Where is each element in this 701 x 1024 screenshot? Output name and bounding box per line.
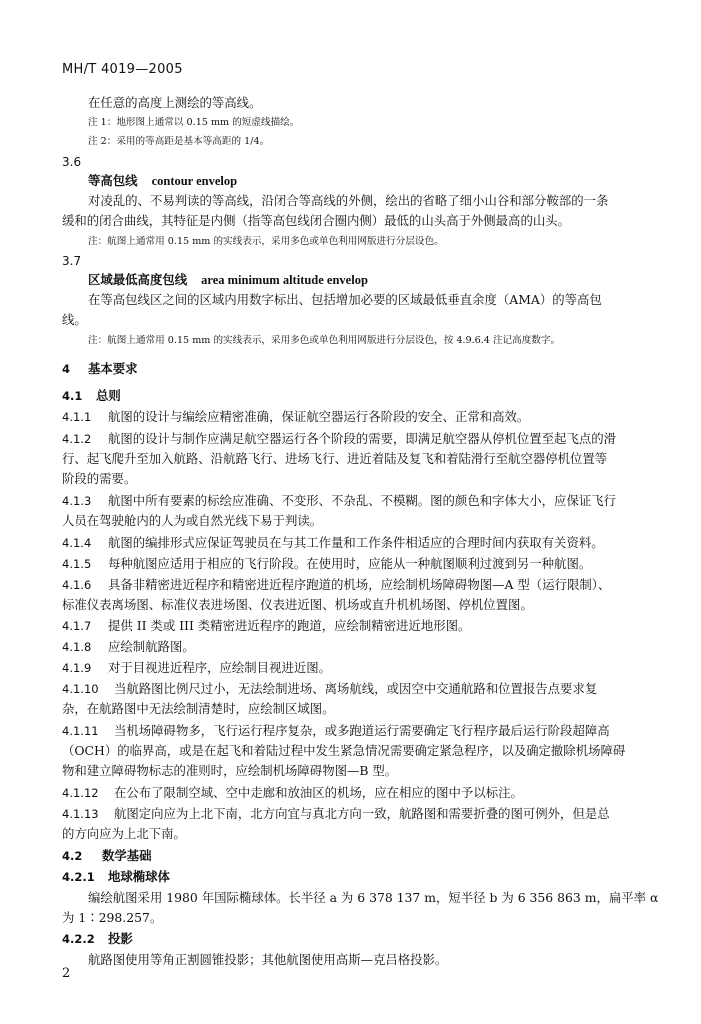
heading-number: 4	[62, 362, 71, 376]
clause-4-1-7	[62, 618, 470, 634]
heading-number: 4.1	[62, 389, 83, 403]
clause-number: 4.1.13	[62, 807, 99, 821]
clause-4-1-6-line2: 标准仪表离场图、标准仪表进场图、仪表进近图、机场或直升机机场图、停机位置图。	[62, 597, 533, 612]
note-1: 注 1：地形图上通常以 0.15 mm 的短虚线描绘。	[88, 117, 300, 128]
clause-4-1-13-line2: 的方向应为上北下南。	[62, 826, 186, 841]
clause-4-1-10	[62, 681, 597, 697]
heading-title: 总则	[96, 388, 121, 403]
chapter-4-heading	[62, 361, 138, 377]
note-2: 注 2：采用的等高距是基本等高距的 1/4。	[88, 136, 270, 147]
clause-number: 4.1.7	[62, 619, 92, 633]
term-chinese: 区域最低高度包线	[88, 272, 188, 287]
clause-text: 具备非精密进近程序和精密进近程序跑道的机场，应绘制机场障碍物图—A 型（运行限制）、	[108, 577, 611, 592]
section-3-7-paragraph: 在等高包线区之间的区域内用数字标出、包括增加必要的区域最低垂直余度（AMA）的等高包	[88, 292, 602, 307]
clause-4-1-2	[62, 431, 616, 447]
definition-continuation: 在任意的高度上测绘的等高线。	[88, 95, 262, 110]
clause-number: 4.1.8	[62, 640, 92, 654]
heading-number: 4.2.1	[62, 870, 95, 884]
section-4-2-1-heading	[62, 869, 170, 885]
clause-4-1-5	[62, 556, 591, 572]
section-4-2-1-paragraph: 为 1∶298.257。	[62, 910, 163, 925]
clause-number: 4.1.9	[62, 661, 92, 675]
section-3-7-number: 3.7	[62, 254, 82, 268]
clause-number: 4.1.2	[62, 432, 92, 446]
page-number: 2	[62, 966, 71, 981]
section-3-6-paragraph: 对凌乱的、不易判读的等高线，沿闭合等高线的外侧，绘出的省略了细小山谷和部分鞍部的一条	[88, 193, 609, 208]
clause-text: 提供 II 类或 III 类精密进近程序的跑道，应绘制精密进近地形图。	[108, 618, 471, 633]
clause-4-1-8	[62, 639, 195, 655]
clause-text: 应绘制航路图。	[108, 639, 195, 654]
clause-number: 4.1.1	[62, 410, 92, 424]
clause-text: 每种航图应适用于相应的飞行阶段。在使用时，应能从一种航图顺利过渡到另一种航图。	[108, 556, 592, 571]
clause-4-1-1	[62, 409, 529, 425]
section-3-6-paragraph: 缓和的闭合曲线，其特征是内侧（指等高包线闭合圈内侧）最低的山头高于外侧最高的山头。	[62, 213, 571, 228]
standard-code-header: MH/T 4019—2005	[62, 62, 183, 77]
section-4-2-2-heading	[62, 931, 133, 947]
section-4-2-heading	[62, 848, 152, 864]
clause-number: 4.1.10	[62, 682, 99, 696]
section-3-6-number: 3.6	[62, 155, 82, 169]
section-4-2-1-paragraph: 编绘航图采用 1980 年国际椭球体。长半径 a 为 6 378 137 m，短半径 b 为 6 356 863 m，扁平率 α	[88, 890, 659, 905]
clause-4-1-3	[62, 493, 616, 509]
section-3-7-note: 注：航图上通常用 0.15 mm 的实线表示，采用多色或单色利用网版进行分层设色，按 4.9.6.4 注记高度数字。	[88, 335, 561, 346]
section-3-7-term	[88, 272, 368, 288]
section-3-6-note: 注：航图上通常用 0.15 mm 的实线表示，采用多色或单色利用网版进行分层设色。	[88, 236, 444, 247]
section-3-6-term	[88, 173, 237, 189]
section-4-2-2-paragraph: 航路图使用等角正割圆锥投影；其他航图使用高斯—克吕格投影。	[88, 952, 448, 967]
clause-4-1-11-line3: 物和建立障碍物标志的准则时，应绘制机场障碍物图—B 型。	[62, 763, 398, 778]
heading-title: 地球椭球体	[108, 869, 170, 884]
heading-title: 基本要求	[88, 361, 138, 376]
heading-title: 数学基础	[102, 848, 152, 863]
clause-text: 当航路图比例尺过小，无法绘制进场、离场航线，或因空中交通航路和位置报告点要求复	[114, 681, 598, 696]
clause-text: 航图的编排形式应保证驾驶员在与其工作量和工作条件相适应的合理时间内获取有关资料。	[108, 535, 604, 550]
heading-number: 4.2	[62, 849, 83, 863]
clause-4-1-4	[62, 535, 604, 551]
header-rule	[62, 84, 650, 85]
clause-4-1-10-line2: 杂，在航路图中无法绘制清楚时，应绘制区域图。	[62, 701, 335, 716]
clause-number: 4.1.3	[62, 494, 92, 508]
clause-4-1-3-line2: 人员在驾驶舱内的人为或自然光线下易于判读。	[62, 513, 323, 528]
term-chinese: 等高包线	[88, 173, 138, 188]
clause-text: 在公布了限制空域、空中走廊和放油区的机场，应在相应的图中予以标注。	[114, 785, 523, 800]
clause-4-1-6	[62, 577, 610, 593]
clause-number: 4.1.5	[62, 557, 92, 571]
term-english: area minimum altitude envelop	[201, 273, 368, 287]
heading-number: 4.2.2	[62, 932, 95, 946]
clause-4-1-11	[62, 723, 610, 739]
clause-4-1-11-line2: （OCH）的临界高，或是在起飞和着陆过程中发生紧急情况需要确定紧急程序，以及确定撤除机场障碍	[62, 743, 626, 758]
clause-text: 航图的设计与编绘应精密准确，保证航空器运行各阶段的安全、正常和高效。	[108, 409, 530, 424]
clause-number: 4.1.6	[62, 578, 92, 592]
section-4-1-heading	[62, 388, 121, 404]
clause-4-1-2-line3: 阶段的需要。	[62, 471, 137, 486]
clause-4-1-12	[62, 785, 523, 801]
clause-text: 对于目视进近程序，应绘制目视进近图。	[108, 660, 332, 675]
clause-4-1-2-line2: 行、起飞爬升至加入航路、沿航路飞行、进场飞行、进近着陆及复飞和着陆滑行至航空器停机位置等	[62, 451, 608, 466]
clause-number: 4.1.11	[62, 724, 99, 738]
clause-4-1-13	[62, 806, 610, 822]
clause-text: 当机场障碍物多，飞行运行程序复杂，或多跑道运行需要确定飞行程序最后运行阶段超障高	[114, 723, 610, 738]
clause-number: 4.1.12	[62, 786, 99, 800]
heading-title: 投影	[108, 931, 133, 946]
clause-text: 航图的设计与制作应满足航空器运行各个阶段的需要，即满足航空器从停机位置至起飞点的滑	[108, 431, 617, 446]
clause-number: 4.1.4	[62, 536, 92, 550]
clause-text: 航图定向应为上北下南，北方向宜与真北方向一致，航路图和需要折叠的图可例外，但是总	[114, 806, 610, 821]
term-english: contour envelop	[151, 174, 238, 188]
section-3-7-paragraph: 线。	[62, 312, 87, 327]
clause-4-1-9	[62, 660, 331, 676]
clause-text: 航图中所有要素的标绘应准确、不变形、不杂乱、不模糊。图的颜色和字体大小，应保证飞行	[108, 493, 617, 508]
